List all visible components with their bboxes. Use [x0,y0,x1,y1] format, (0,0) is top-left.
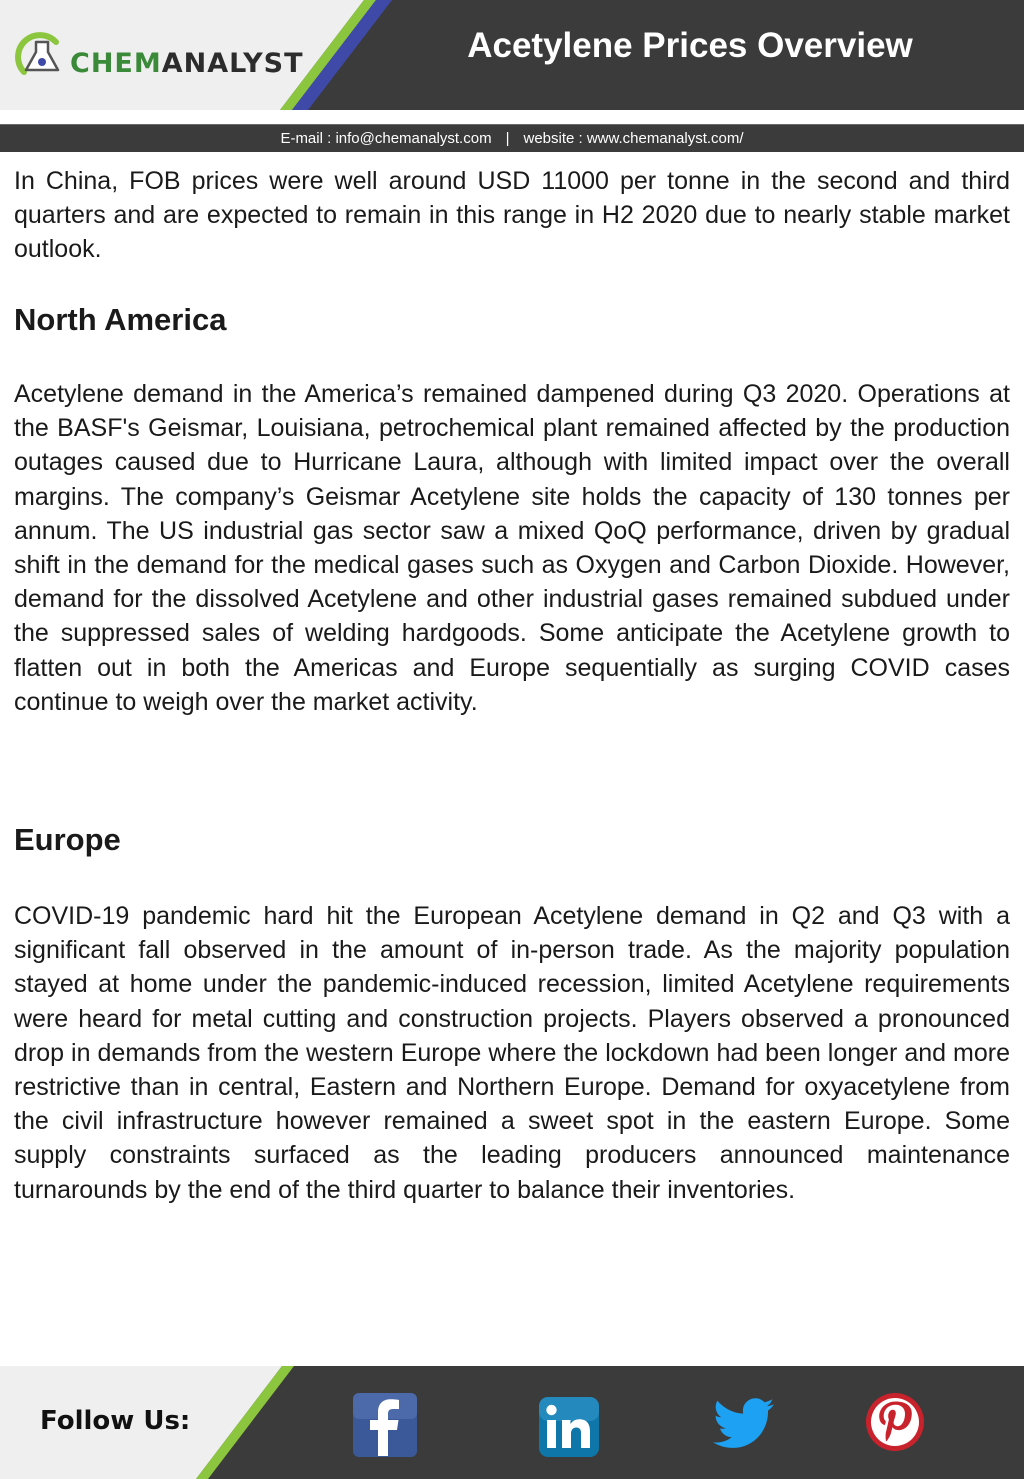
contact-line [0,130,1024,147]
flask-logo-icon [12,28,72,88]
contact-email[interactable]: E-mail : info@chemanalyst.com [280,130,492,147]
footer-banner [0,1366,1024,1479]
logo-wordmark: CHEMANALYST [70,48,304,79]
pinterest-icon[interactable] [864,1391,926,1453]
contact-separator: | [505,130,510,147]
linkedin-icon[interactable] [538,1396,600,1458]
chemanalyst-logo[interactable] [12,28,302,88]
twitter-icon[interactable] [712,1398,776,1452]
section-text-europe: COVID-19 pandemic hard hit the European Acetylene demand in Q2 and Q3 with a significant fall observed in the amount of in-person trade. As the majority population stayed at home under the pandemic-induced recession, limited Acetylene requirements were heard for metal cutting and construction projects. Players observed a pronounced drop in demands from the western Europe where the lockdown had been longer and more restrictive than in central, Eastern and Northern Europe. Demand for oxyacetylene from the civil infrastructure however remained a sweet spot in the eastern Europe. Some supply constraints surfaced as the leading producers announced maintenance turnarounds by the end of the third quarter to balance their inventories. [14,902,1010,1204]
follow-us-label: Follow Us: [40,1406,191,1436]
contact-website[interactable]: website : www.chemanalyst.com/ [523,130,744,147]
intro-paragraph: In China, FOB prices were well around USD 11000 per tonne in the second and third quarters and are expected to remain in this range in H2 2020 due to nearly stable market outlook. [14,167,1010,264]
contact-bar [0,124,1024,152]
page-title: Acetylene Prices Overview [467,26,913,65]
facebook-icon[interactable] [352,1392,418,1458]
header-banner [0,0,1024,110]
section-text-north-america: Acetylene demand in the America’s remained dampened during Q3 2020. Operations at the BASF's Geismar, Louisiana, petrochemical plant remained affected by the production outages caused due to Hurricane Laura, although with limited impact over the overall margins. The company’s Geismar Acetylene site holds the capacity of 130 tonnes per annum. The US industrial gas sector saw a mixed QoQ performance, driven by gradual shift in the demand for the medical gases such as Oxygen and Carbon Dioxide. However, demand for the dissolved Acetylene and other industrial gases remained subdued under the suppressed sales of welding hardgoods. Some anticipate the Acetylene growth to flatten out in both the Americas and Europe sequentially as surging COVID cases continue to weigh over the market activity. [14,380,1010,716]
section-heading-europe: Europe [14,822,121,857]
section-heading-north-america: North America [14,302,227,337]
